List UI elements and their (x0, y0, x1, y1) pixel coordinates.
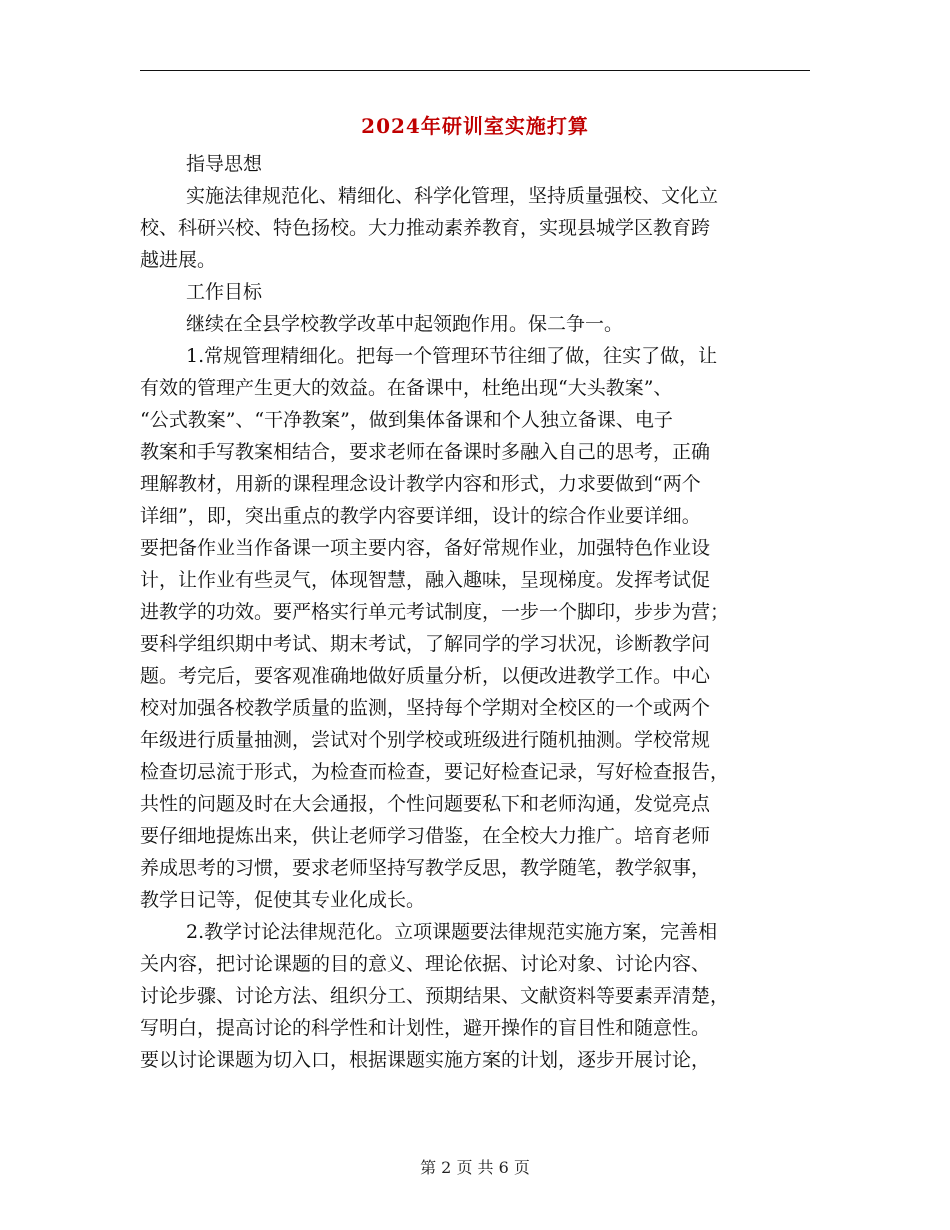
body-text-line: 2.教学讨论法律规范化。立项课题要法律规范实施方案，完善相 (186, 921, 718, 943)
body-text-line: 教学日记等，促使其专业化成长。 (140, 889, 426, 911)
body-text-line: 详细”，即，突出重点的教学内容要详细，设计的综合作业要详细。 (140, 505, 701, 527)
body-text-line: 讨论步骤、讨论方法、组织分工、预期结果、文献资料等要素弄清楚， (140, 985, 730, 1007)
body-text-line: 养成思考的习惯，要求老师坚持写教学反思，教学随笔，教学叙事， (140, 857, 711, 879)
body-text-line: 有效的管理产生更大的效益。在备课中，杜绝出现“大头教案”、 (140, 377, 673, 399)
body-text-line: 工作目标 (186, 281, 263, 303)
body-text-line: 指导思想 (186, 153, 263, 175)
body-text-line: 要以讨论课题为切入口，根据课题实施方案的计划，逐步开展讨论， (140, 1049, 711, 1071)
body-text-line: 共性的问题及时在大会通报，个性问题要私下和老师沟通，发觉亮点 (140, 793, 711, 815)
header-rule (140, 70, 810, 71)
body-text-line: 写明白，提高讨论的科学性和计划性，避开操作的盲目性和随意性。 (140, 1017, 711, 1039)
body-text-line: 进教学的功效。要严格实行单元考试制度，一步一个脚印，步步为营； (140, 601, 730, 623)
body-text-line: 关内容，把讨论课题的目的意义、理论依据、讨论对象、讨论内容、 (140, 953, 711, 975)
body-text-line: 1.常规管理精细化。把每一个管理环节往细了做，往实了做，让 (186, 345, 718, 367)
body-text-line: 继续在全县学校教学改革中起领跑作用。保二争一。 (186, 313, 624, 335)
body-text-line: 教案和手写教案相结合，要求老师在备课时多融入自己的思考，正确 (140, 441, 711, 463)
body-text-line: 要把备作业当作备课一项主要内容，备好常规作业，加强特色作业设 (140, 537, 711, 559)
body-text-line: 校对加强各校教学质量的监测，坚持每个学期对全校区的一个或两个 (140, 697, 711, 719)
body-text-line: 要仔细地提炼出来，供让老师学习借鉴，在全校大力推广。培育老师 (140, 825, 711, 847)
body-text-line: 计，让作业有些灵气，体现智慧，融入趣味，呈现梯度。发挥考试促 (140, 569, 711, 591)
body-text-line: 理解教材，用新的课程理念设计教学内容和形式，力求要做到“两个 (140, 473, 701, 495)
body-text-line: 校、科研兴校、特色扬校。大力推动素养教育，实现县城学区教育跨 (140, 217, 711, 239)
body-text-line: 题。考完后，要客观准确地做好质量分析，以便改进教学工作。中心 (140, 665, 711, 687)
document-title: 2024年研训室实施打算 (361, 114, 589, 138)
body-text-line: 检查切忌流于形式，为检查而检查，要记好检查记录，写好检查报告， (140, 761, 730, 783)
body-text-line: “公式教案”、“干净教案”，做到集体备课和个人独立备课、电子 (140, 409, 673, 431)
body-text-line: 年级进行质量抽测，尝试对个别学校或班级进行随机抽测。学校常规 (140, 729, 711, 751)
body-text-line: 要科学组织期中考试、期末考试，了解同学的学习状况，诊断教学问 (140, 633, 711, 655)
document-body (140, 148, 810, 1076)
body-text-line: 越进展。 (140, 249, 217, 271)
page-number-footer: 第 2 页 共 6 页 (420, 1158, 530, 1177)
body-text-line: 实施法律规范化、精细化、科学化管理，坚持质量强校、文化立 (186, 185, 719, 207)
